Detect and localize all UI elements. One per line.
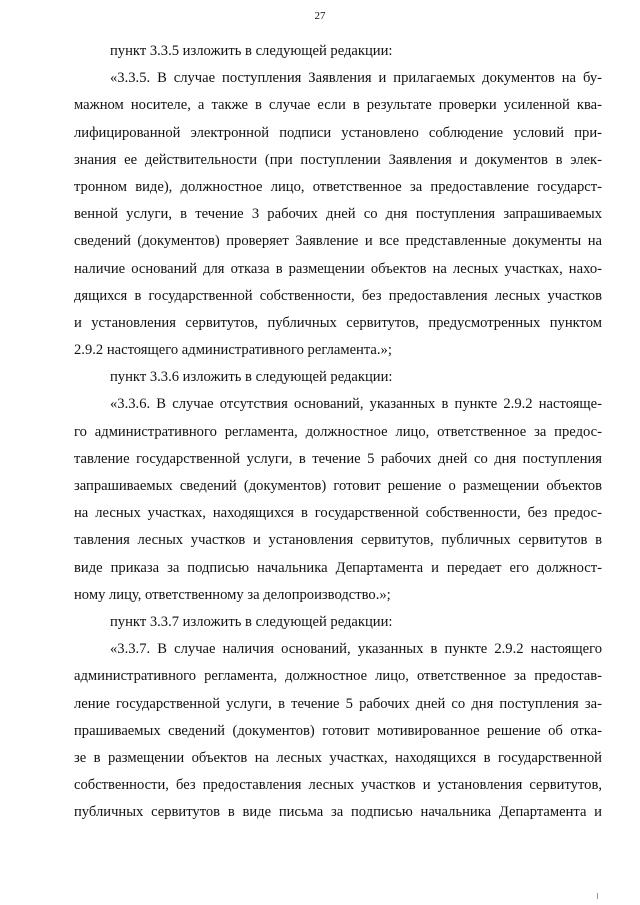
text-line: публичных сервитутов в виде письма за подписью начальника Департамента и bbox=[74, 804, 602, 821]
text-line: сведений (документов) проверяет Заявление и все представленные документы на bbox=[74, 233, 602, 250]
text-line: мажном носителе, а также в случае если в результате проверки усиленной ква- bbox=[74, 97, 602, 114]
text-line: го административного регламента, должностное лицо, ответственное за предос- bbox=[74, 423, 602, 440]
text-line: административного регламента, должностное лицо, ответственное за предостав- bbox=[74, 668, 602, 685]
page-number: 27 bbox=[314, 10, 326, 22]
amendment-text bbox=[74, 636, 602, 826]
text-line: тавление государственной услуги, в течение 5 рабочих дней со дня поступления bbox=[74, 450, 602, 467]
text-line: «3.3.6. В случае отсутствия оснований, указанных в пункте 2.9.2 настояще- bbox=[110, 396, 602, 413]
text-line: виде приказа за подписью начальника Департамента и передает его должност- bbox=[74, 559, 602, 576]
amendment-instruction bbox=[74, 38, 602, 65]
amendment-text bbox=[74, 391, 602, 609]
text-line: прашиваемых сведений (документов) готовит мотивированное решение об отка- bbox=[74, 722, 602, 739]
amendment-instruction bbox=[74, 609, 602, 636]
amendment-text bbox=[74, 65, 602, 364]
text-line: лифицированной электронной подписи установлено соблюдение условий при- bbox=[74, 124, 602, 141]
text-line: пункт 3.3.5 изложить в следующей редакции: bbox=[110, 43, 393, 59]
text-line: ному лицу, ответственному за делопроизводство.»; bbox=[74, 586, 391, 603]
text-line: запрашиваемых сведений (документов) готовит решение о размещении объектов bbox=[74, 478, 602, 494]
text-line: зе в размещении объектов на лесных участках, находящихся в государственной bbox=[74, 749, 602, 766]
text-line: собственности, без предоставления лесных участков и установления сервитутов, bbox=[74, 777, 602, 794]
text-line: 2.9.2 настоящего административного регламента.»; bbox=[74, 342, 392, 359]
text-line: на лесных участках, находящихся в государственной собственности, без предос- bbox=[74, 505, 602, 522]
text-line: и установления сервитутов, публичных сервитутов, предусмотренных пунктом bbox=[74, 314, 602, 331]
document-body bbox=[74, 38, 602, 826]
text-line: дящихся в государственной собственности, без предоставления лесных участков bbox=[74, 287, 602, 304]
text-line: тавления лесных участков и установления сервитутов, публичных сервитутов в bbox=[74, 532, 602, 549]
scan-margin-mark bbox=[597, 893, 598, 899]
text-line: «3.3.7. В случае наличия оснований, указанных в пункте 2.9.2 настоящего bbox=[110, 641, 602, 658]
text-line: знания ее действительности (при поступлении Заявления и документов в элек- bbox=[74, 151, 602, 168]
text-line: ление государственной услуги, в течение 5 рабочих дней со дня поступления за- bbox=[74, 695, 602, 712]
text-line: пункт 3.3.6 изложить в следующей редакции: bbox=[110, 369, 393, 386]
text-line: тронном виде), должностное лицо, ответственное за предоставление государст- bbox=[74, 178, 602, 195]
amendment-instruction bbox=[74, 364, 602, 391]
text-line: наличие оснований для отказа в размещении объектов на лесных участках, нахо- bbox=[74, 260, 602, 277]
text-line: пункт 3.3.7 изложить в следующей редакции: bbox=[110, 613, 393, 630]
text-line: венной услуги, в течение 3 рабочих дней со дня поступления запрашиваемых bbox=[74, 206, 602, 223]
text-line: «3.3.5. В случае поступления Заявления и прилагаемых документов на бу- bbox=[110, 70, 602, 87]
